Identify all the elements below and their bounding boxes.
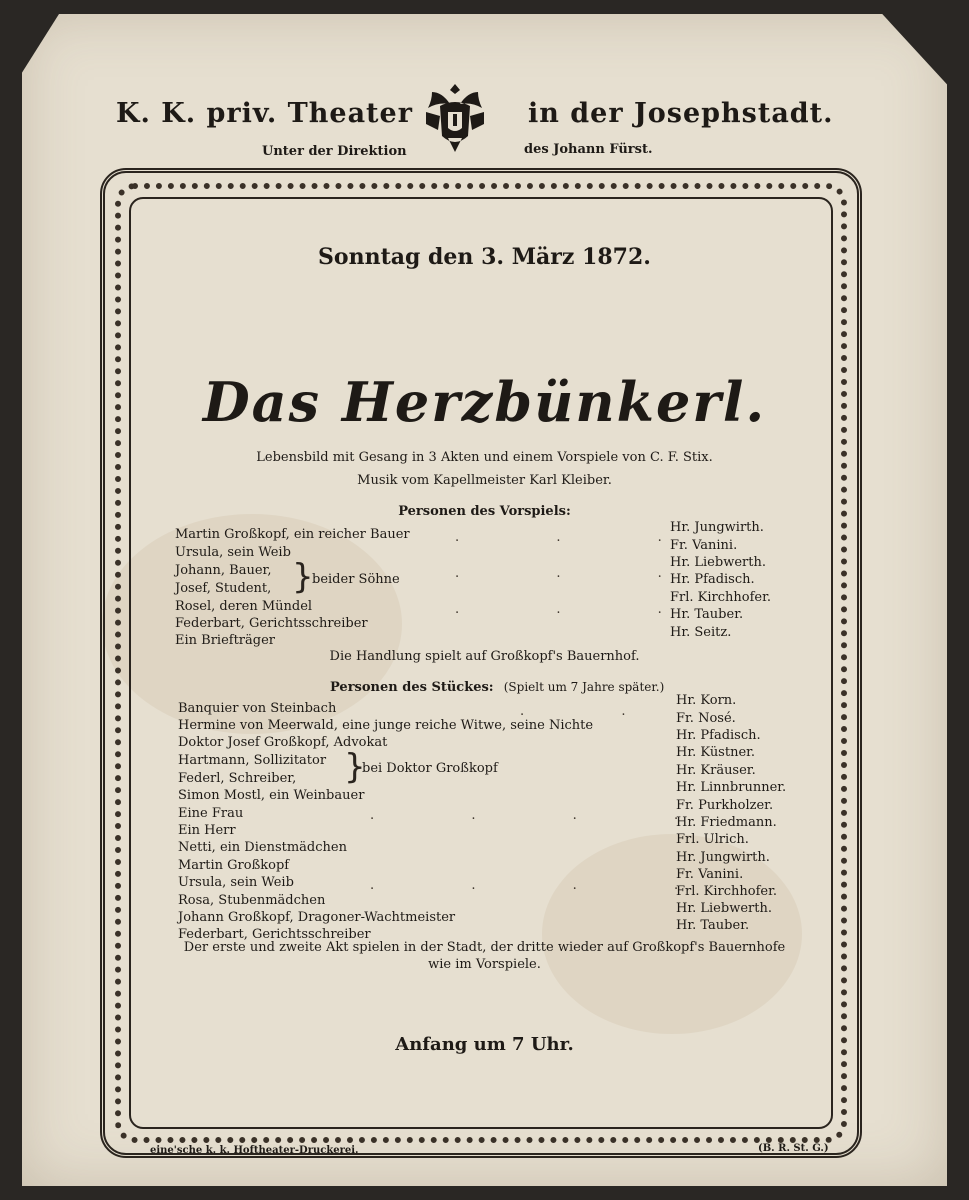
play-role: Hartmann, Sollizitator [178,753,327,768]
play-actor: Hr. Friedmann. [676,815,777,830]
play-role: Eine Frau [178,806,244,821]
play-actor: Fr. Nosé. [676,711,736,726]
play-note: (Spielt um 7 Jahre später.) [503,680,665,694]
prelude-actor: Hr. Seitz. [670,625,732,640]
double-eagle-emblem-icon [420,78,490,158]
play-heading-line [330,680,664,695]
leader-dots: . . . [455,602,668,617]
play-actor: Fr. Vanini. [676,867,744,882]
direction-right: des Johann Fürst. [524,142,653,157]
play-heading: Personen des Stückes: [330,680,494,695]
brace: } [292,557,314,597]
play-actor: Frl. Kirchhofer. [676,884,778,899]
play-role: Simon Mostl, ein Weinbauer [178,788,365,803]
play-role: Federbart, Gerichtsschreiber [178,927,371,942]
prelude-actor: Hr. Jungwirth. [670,520,764,535]
playbill-header [0,92,969,172]
prelude-role: Martin Großkopf, ein reicher Bauer [175,527,410,542]
prelude-role: Ursula, sein Weib [175,545,291,560]
theatre-name-right: in der Josephstadt. [528,98,834,129]
direction-left: Unter der Direktion [262,144,407,159]
prelude-heading: Personen des Vorspiels: [398,504,571,519]
prelude-actor: Frl. Kirchhofer. [670,590,772,605]
prelude-setting: Die Handlung spielt auf Großkopf's Bauernhof. [329,649,640,664]
play-role: Banquier von Steinbach [178,701,337,716]
play-actor: Hr. Linnbrunner. [676,780,787,795]
play-actor: Hr. Liebwerth. [676,901,772,916]
play-role: Martin Großkopf [178,858,290,873]
performance-date: Sonntag den 3. März 1872. [318,244,651,270]
play-actor: Frl. Ulrich. [676,832,749,847]
play-role: Rosa, Stubenmädchen [178,893,326,908]
play-actor: Fr. Purkholzer. [676,798,774,813]
play-setting-line2: wie im Vorspiele. [428,957,541,972]
play-title: Das Herzbünkerl. [202,370,767,434]
play-actor: Hr. Tauber. [676,918,750,933]
play-role: Ein Herr [178,823,236,838]
play-actor: Hr. Küstner. [676,745,756,760]
prelude-role: Johann, Bauer, [175,563,272,578]
leader-dots: . . . [455,566,668,581]
leader-dots: . . . [455,530,668,545]
play-setting-line1: Der erste und zweite Akt spielen in der Stadt, der dritte wieder auf Großkopf's Bauernhofe [183,940,786,955]
play-actor: Hr. Kräuser. [676,763,756,778]
prelude-role: Federbart, Gerichtsschreiber [175,616,368,631]
play-role: Hermine von Meerwald, eine junge reiche Witwe, seine Nichte [178,718,594,733]
prelude-role: Ein Briefträger [175,633,276,648]
leader-dots: . . . . [370,808,685,823]
prelude-actor: Fr. Vanini. [670,538,738,553]
play-actor: Hr. Jungwirth. [676,850,770,865]
leader-dots: . . [520,704,632,719]
play-role: Netti, ein Dienstmädchen [178,840,347,855]
printer-code: (B. R. St. G.) [758,1143,829,1154]
brace: } [344,747,366,787]
play-subtitle: Lebensbild mit Gesang in 3 Akten und einem Vorspiele von C. F. Stix. [256,450,713,465]
play-role: Federl, Schreiber, [178,771,297,786]
leader-dots: . . . . [370,878,685,893]
prelude-role: Rosel, deren Mündel [175,599,313,614]
theatre-name-left: K. K. priv. Theater [116,98,413,129]
prelude-actor: Hr. Tauber. [670,607,744,622]
play-role: Johann Großkopf, Dragoner-Wachtmeister [178,910,456,925]
play-brace-label: bei Doktor Großkopf [362,761,498,776]
play-actor: Hr. Korn. [676,693,737,708]
play-role: Doktor Josef Großkopf, Advokat [178,735,388,750]
play-actor: Hr. Pfadisch. [676,728,761,743]
prelude-actor: Hr. Pfadisch. [670,572,755,587]
printer-credit: eine'sche k. k. Hoftheater-Druckerei. [150,1145,359,1156]
music-credit: Musik vom Kapellmeister Karl Kleiber. [357,473,612,488]
start-time: Anfang um 7 Uhr. [395,1034,574,1055]
prelude-brace-label: beider Söhne [312,572,400,587]
prelude-role: Josef, Student, [175,581,272,596]
prelude-actor: Hr. Liebwerth. [670,555,766,570]
play-role: Ursula, sein Weib [178,875,294,890]
